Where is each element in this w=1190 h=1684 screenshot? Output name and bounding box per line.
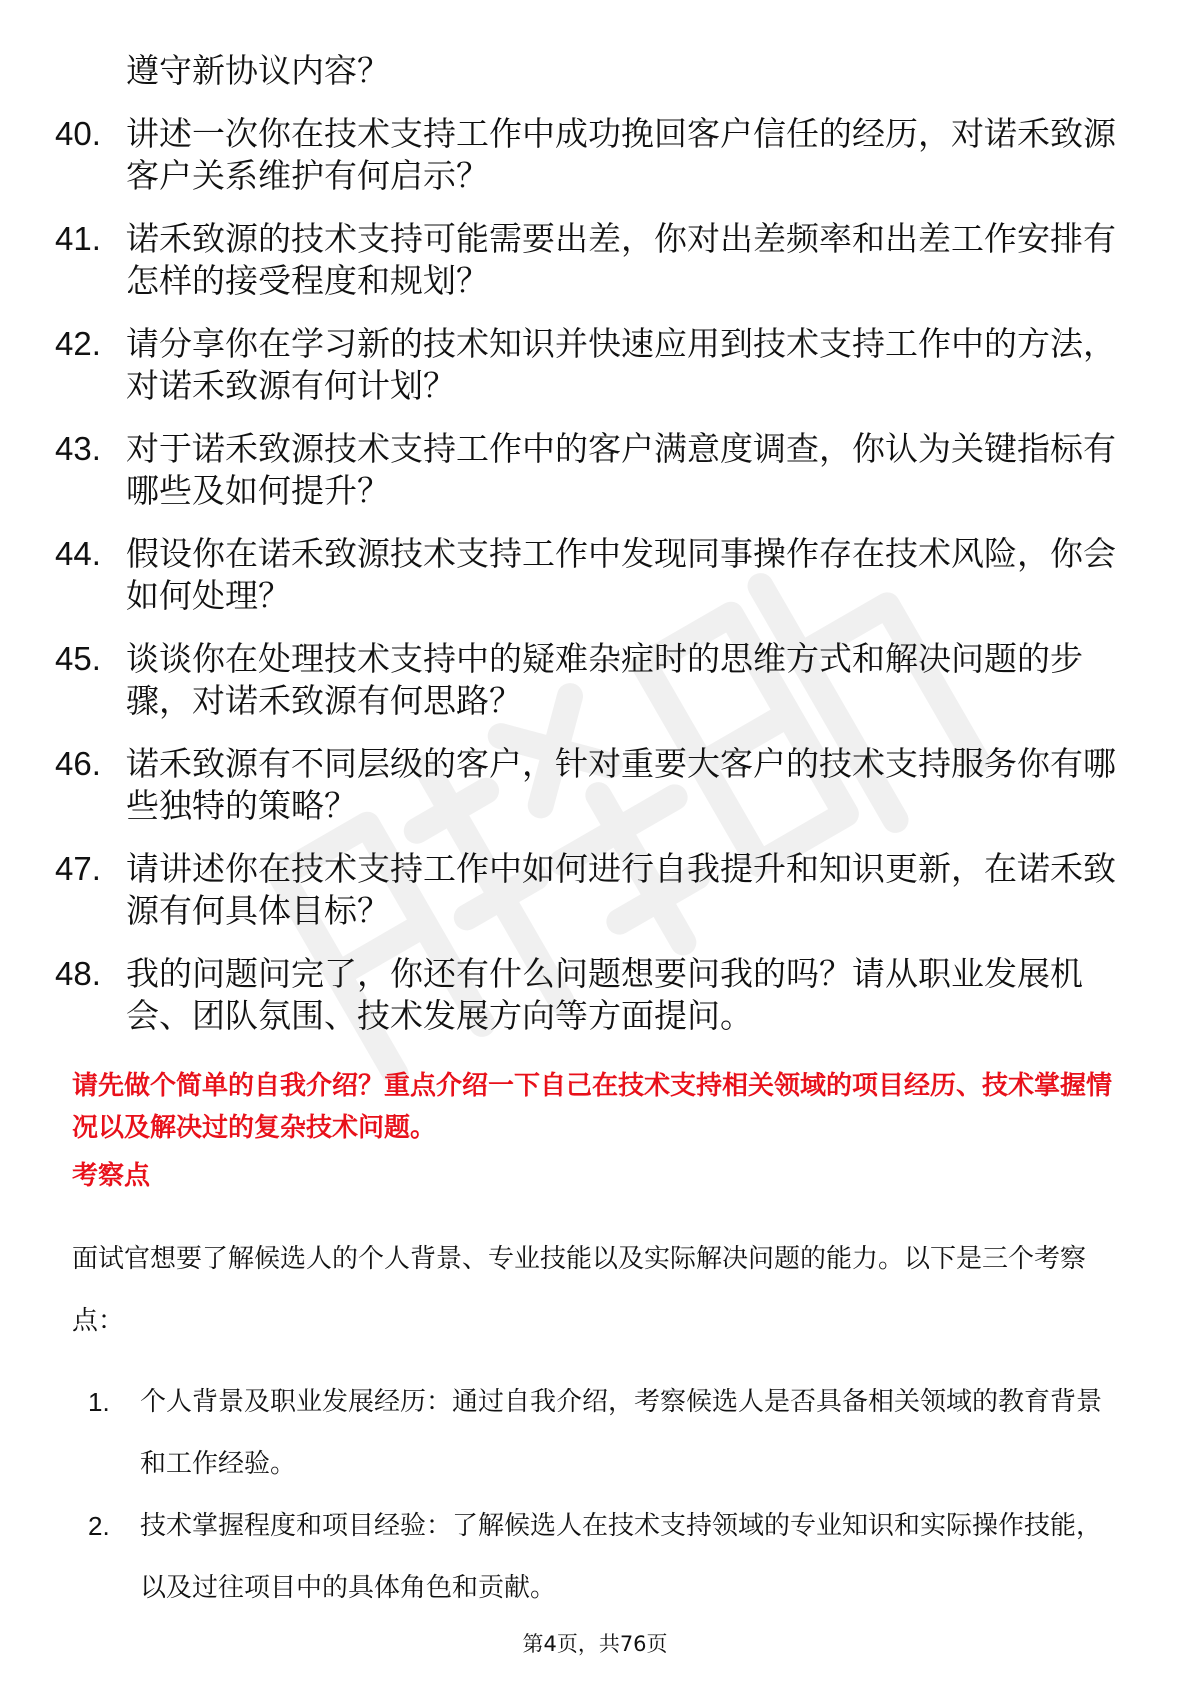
point-text: 个人背景及职业发展经历：通过自我介绍，考察候选人是否具备相关领域的教育背景和工作经验。 <box>140 1387 1103 1479</box>
question-text: 请讲述你在技术支持工作中如何进行自我提升和知识更新，在诺禾致源有何具体目标？ <box>126 849 1116 930</box>
question-text: 谈谈你在处理技术支持中的疑难杂症时的思维方式和解决问题的步骤，对诺禾致源有何思路？ <box>126 639 1083 720</box>
question-number: 40. <box>55 115 101 152</box>
point-number: 2. <box>88 1511 110 1541</box>
point-text: 技术掌握程度和项目经验：了解候选人在技术支持领域的专业知识和实际操作技能，以及过往项目中的具体角色和贡献。 <box>140 1511 1103 1603</box>
assessment-points <box>72 1371 1117 1619</box>
question-number: 45. <box>55 640 101 677</box>
question-number: 46. <box>55 745 101 782</box>
question-text: 诺禾致源的技术支持可能需要出差，你对出差频率和出差工作安排有怎样的接受程度和规划？ <box>126 219 1116 300</box>
question-list <box>55 50 1135 1058</box>
point-number: 1. <box>88 1387 110 1417</box>
question-item <box>55 953 1135 1037</box>
question-text: 假设你在诺禾致源技术支持工作中发现同事操作存在技术风险，你会如何处理？ <box>126 534 1116 615</box>
question-number: 41. <box>55 220 101 257</box>
question-text: 诺禾致源有不同层级的客户，针对重要大客户的技术支持服务你有哪些独特的策略？ <box>126 744 1116 825</box>
question-text: 对于诺禾致源技术支持工作中的客户满意度调查，你认为关键指标有哪些及如何提升？ <box>126 429 1116 510</box>
assessment-point <box>72 1495 1117 1619</box>
question-number: 47. <box>55 850 101 887</box>
question-continuation: 遵守新协议内容？ <box>126 51 390 90</box>
highlight-question: 请先做个简单的自我介绍？重点介绍一下自己在技术支持相关领域的项目经历、技术掌握情况以及解决过的复杂技术问题。 <box>72 1071 1113 1143</box>
question-text: 我的问题问完了，你还有什么问题想要问我的吗？请从职业发展机会、团队氛围、技术发展方向等方面提问。 <box>126 954 1083 1035</box>
question-text: 讲述一次你在技术支持工作中成功挽回客户信任的经历，对诺禾致源客户关系维护有何启示？ <box>126 114 1116 195</box>
question-number: 44. <box>55 535 101 572</box>
question-number: 48. <box>55 955 101 992</box>
question-text: 请分享你在学习新的技术知识并快速应用到技术支持工作中的方法，对诺禾致源有何计划？ <box>126 324 1116 405</box>
assessment-point <box>72 1371 1117 1495</box>
question-item <box>55 848 1135 932</box>
question-number: 42. <box>55 325 101 362</box>
question-item <box>55 743 1135 827</box>
page-footer: 第4页，共76页 <box>522 1632 668 1656</box>
question-number: 43. <box>55 430 101 467</box>
question-item <box>55 218 1135 302</box>
question-item <box>55 638 1135 722</box>
section-title: 考察点 <box>72 1161 151 1191</box>
question-item <box>55 113 1135 197</box>
question-item <box>55 323 1135 407</box>
question-item <box>55 533 1135 617</box>
intro-paragraph: 面试官想要了解候选人的个人背景、专业技能以及实际解决问题的能力。以下是三个考察点： <box>72 1244 1087 1336</box>
question-item <box>55 428 1135 512</box>
